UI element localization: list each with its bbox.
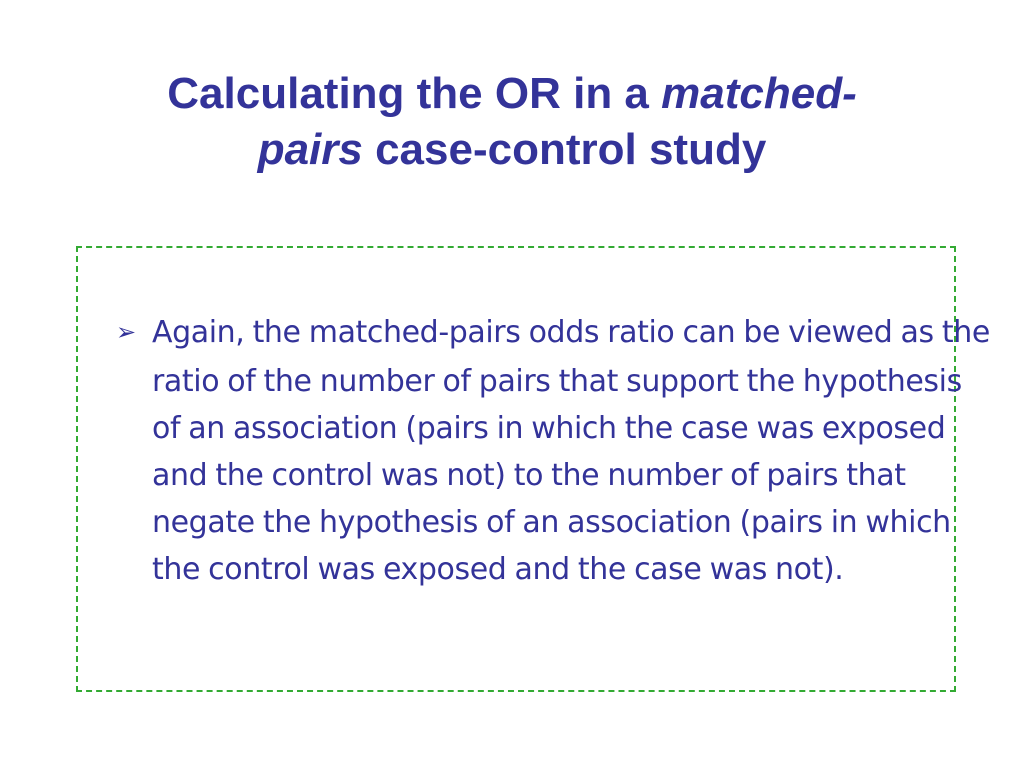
bullet-text: Again, the matched-pairs odds ratio can be viewed as the ratio of the number of pairs that support the hypothesis of an association (pairs in which the case was exposed and the control was not) to the number of pairs that negate the hypothesis of an association (pairs in which the control was exposed and the case was not). bbox=[152, 315, 990, 587]
title-text-1: Calculating the OR in a bbox=[167, 69, 662, 118]
slide-title bbox=[60, 66, 964, 178]
content-box bbox=[76, 246, 990, 692]
bullet-item bbox=[116, 309, 992, 593]
title-text-2: case-control study bbox=[362, 125, 767, 174]
title-italic-1: matched- bbox=[661, 69, 857, 118]
arrow-bullet-icon: ➢ bbox=[116, 318, 136, 346]
title-italic-2: pairs bbox=[257, 125, 363, 174]
